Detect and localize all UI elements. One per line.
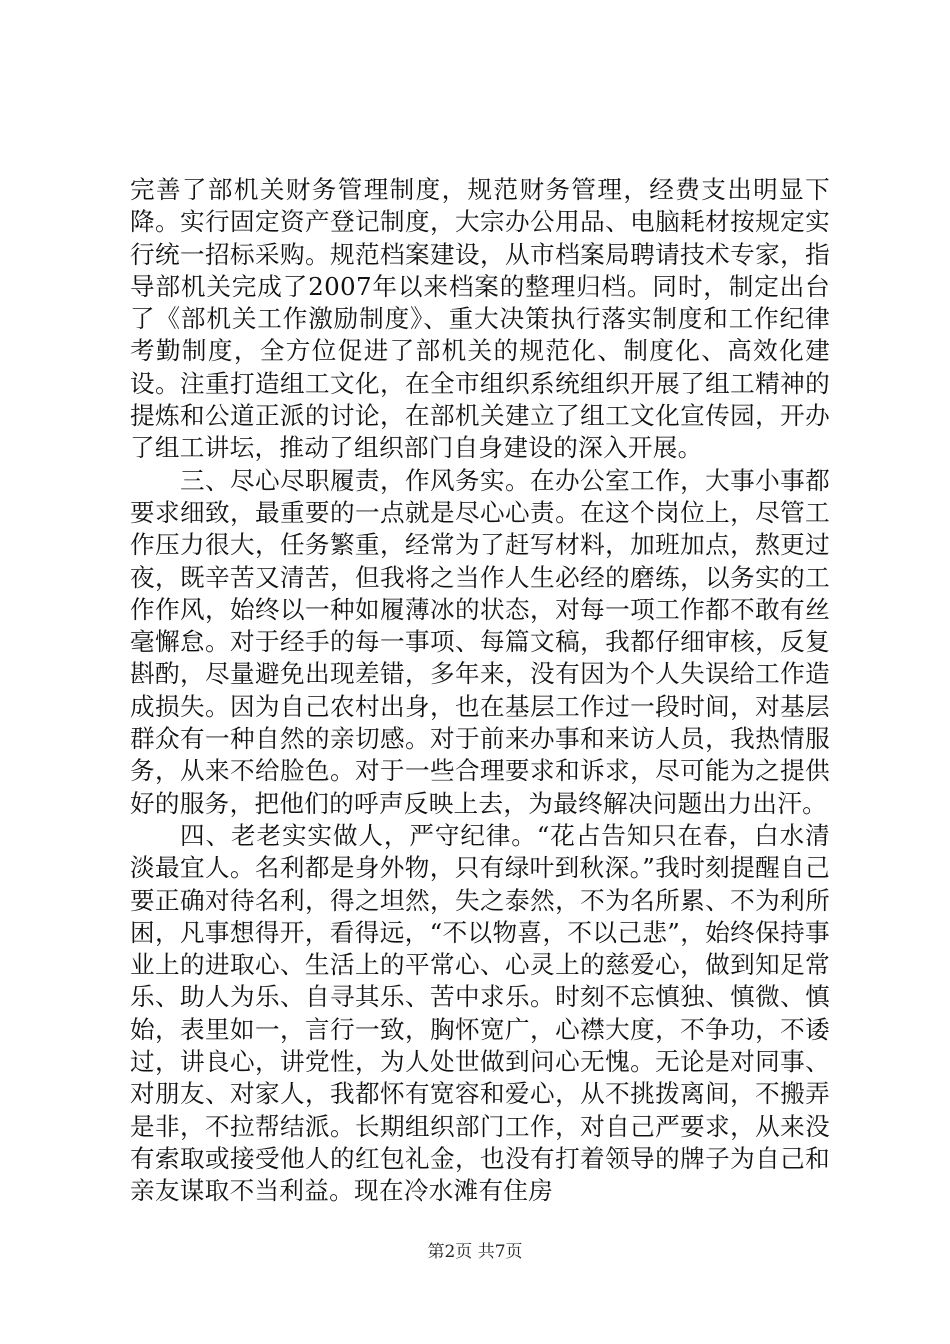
page-footer: 第2页 共7页 — [427, 1242, 523, 1262]
paragraph-section-four: 四、老老实实做人，严守纪律。“花占告知只在春，白水清淡最宜人。名利都是身外物，只有绿叶到秋深。”我时刻提醒自己要正确对待名利，得之坦然，失之泰然，不为名所累、不为利所困，凡事想得开，看得远，“不以物喜，不以己悲”，始终保持事业上的进取心、生活上的平常心、心灵上的慈爱心，做到知足常乐、助人为乐、自寻其乐、苦中求乐。时刻不忘慎独、慎微、慎始，表里如一，言行一致，胸怀宽广，心襟大度，不争功，不诿过，讲良心，讲党性，为人处世做到问心无愧。无论是对同事、对朋友、对家人，我都怀有宽容和爱心，从不挑拨离间，不搬弄是非，不拉帮结派。长期组织部门工作，对自己严要求，从来没有索取或接受他人的红包礼金，也没有打着领导的牌子为自己和亲友谋取不当利益。现在冷水滩有住房 — [130, 820, 830, 1206]
paragraph-continuation: 完善了部机关财务管理制度，规范财务管理，经费支出明显下降。实行固定资产登记制度，大宗办公用品、电脑耗材按规定实行统一招标采购。规范档案建设，从市档案局聘请技术专家，指导部机关完成了2007年以来档案的整理归档。同时，制定出台了《部机关工作激励制度》、重大决策执行落实制度和工作纪律考勤制度，全方位促进了部机关的规范化、制度化、高效化建设。注重打造组工文化，在全市组织系统组织开展了组工精神的提炼和公道正派的讨论，在部机关建立了组工文化宣传园，开办了组工讲坛，推动了组织部门自身建设的深入开展。 — [130, 175, 830, 463]
document-body — [130, 174, 830, 1208]
paragraph-section-three: 三、尽心尽职履责，作风务实。在办公室工作，大事小事都要求细致，最重要的一点就是尽心心责。在这个岗位上，尽管工作压力很大，任务繁重，经常为了赶写材料，加班加点，熬更过夜，既辛苦又清苦，但我将之当作人生必经的磨练，以务实的工作作风，始终以一种如履薄冰的状态，对每一项工作都不敢有丝毫懈怠。对于经手的每一事项、每篇文稿，我都仔细审核，反复斟酌，尽量避免出现差错，多年来，没有因为个人失误给工作造成损失。因为自己农村出身，也在基层工作过一段时间，对基层群众有一种自然的亲切感。对于前来办事和来访人员，我热情服务，从来不给脸色。对于一些合理要求和诉求，尽可能为之提供好的服务，把他们的呼声反映上去，为最终解决问题出力出汗。 — [130, 465, 830, 818]
